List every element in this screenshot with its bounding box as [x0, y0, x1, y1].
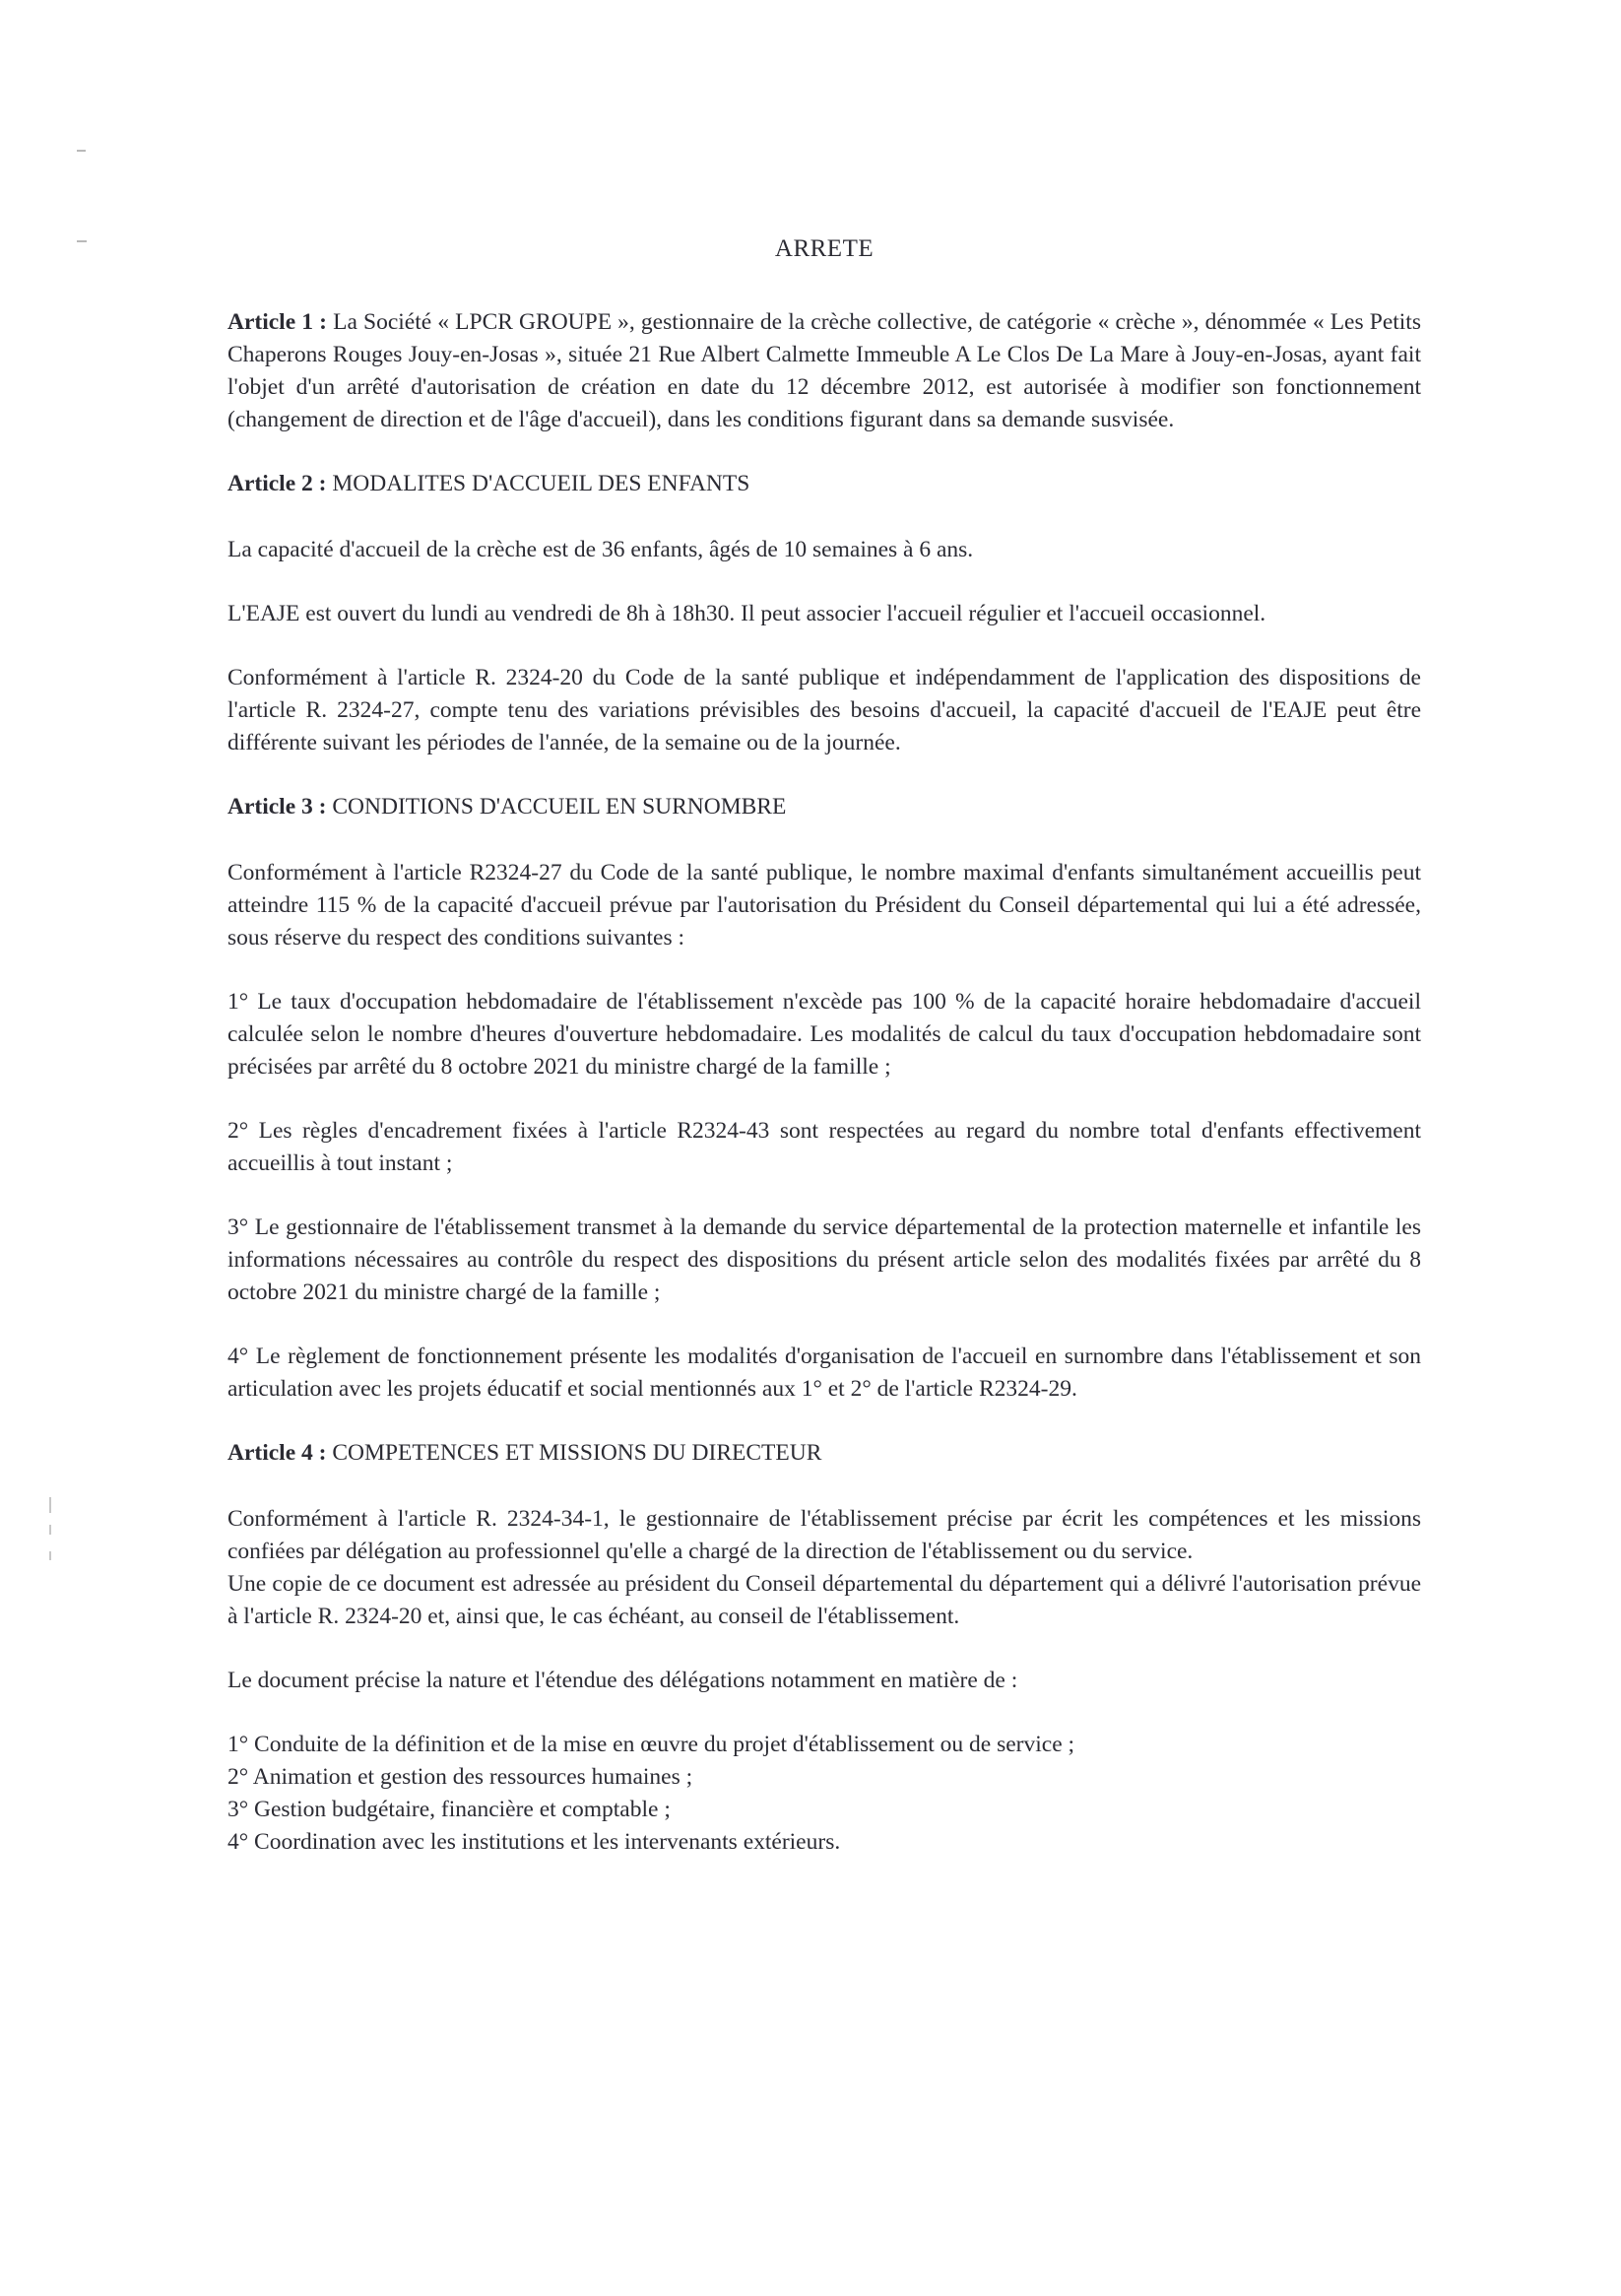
- article-2-label: Article 2 :: [227, 471, 327, 496]
- document-body: [227, 232, 1421, 1859]
- article-3-heading: [227, 791, 1421, 823]
- scan-artifact: [77, 150, 86, 152]
- article-4-label: Article 4 :: [227, 1440, 327, 1466]
- list-item: 3° Gestion budgétaire, financière et comptable ;: [227, 1797, 671, 1822]
- scan-artifact: [49, 1525, 51, 1535]
- list-item: 2° Animation et gestion des ressources humaines ;: [227, 1764, 693, 1790]
- article-1: [227, 306, 1421, 436]
- article-4-title: COMPETENCES ET MISSIONS DU DIRECTEUR: [326, 1440, 822, 1466]
- article-3-paragraph: 1° Le taux d'occupation hebdomadaire de l'établissement n'excède pas 100 % de la capacité horaire hebdomadaire d'accueil calculée selon le nombre d'heures d'ouverture hebdomadaire. Les modalités de calcul du taux d'occupation hebdomadaire sont précisées par arrêté du 8 octobre 2021 du ministre chargé de la famille ;: [227, 989, 1421, 1080]
- scan-artifact: [77, 240, 87, 242]
- article-3-paragraph: 2° Les règles d'encadrement fixées à l'article R2324-43 sont respectées au regard du nombre total d'enfants effectivement accueillis à tout instant ;: [227, 1118, 1421, 1176]
- article-3-label: Article 3 :: [227, 794, 327, 820]
- article-2-paragraph: Conformément à l'article R. 2324-20 du Code de la santé publique et indépendamment de l'application des dispositions de l'article R. 2324-27, compte tenu des variations prévisibles des besoins d'accueil, la capacité d'accueil de l'EAJE peut être différente suivant les périodes de l'année, de la semaine ou de la journée.: [227, 665, 1421, 755]
- article-2-title: MODALITES D'ACCUEIL DES ENFANTS: [326, 471, 750, 496]
- article-1-text: La Société « LPCR GROUPE », gestionnaire de la crèche collective, de catégorie « crèche », dénommée « Les Petits Chaperons Rouges Jouy-en-Josas », située 21 Rue Albert Calmette Immeuble A Le Clos De La Mare à Jouy-en-Josas, ayant fait l'objet d'un arrêté d'autorisation de création en date du 12 décembre 2012, est autorisée à modifier son fonctionnement (changement de direction et de l'âge d'accueil), dans les conditions figurant dans sa demande susvisée.: [227, 309, 1421, 432]
- article-2-paragraph: La capacité d'accueil de la crèche est de 36 enfants, âgés de 10 semaines à 6 ans.: [227, 537, 974, 562]
- article-4-paragraph: Conformément à l'article R. 2324-34-1, le gestionnaire de l'établissement précise par écrit les compétences et les missions confiées par délégation au professionnel qu'elle a chargé de la direction de l'établissement ou du service.: [227, 1506, 1421, 1564]
- scan-artifact: [49, 1497, 51, 1513]
- list-item: 4° Coordination avec les institutions et les intervenants extérieurs.: [227, 1829, 841, 1855]
- article-3-paragraph: 4° Le règlement de fonctionnement présente les modalités d'organisation de l'accueil en surnombre dans l'établissement et son articulation avec les projets éducatif et social mentionnés aux 1° et 2° de l'article R2324-29.: [227, 1344, 1421, 1402]
- article-2-paragraph: L'EAJE est ouvert du lundi au vendredi de 8h à 18h30. Il peut associer l'accueil régulier et l'accueil occasionnel.: [227, 601, 1266, 626]
- article-2-heading: [227, 468, 1421, 500]
- article-4-heading: [227, 1437, 1421, 1470]
- article-3-paragraph: Conformément à l'article R2324-27 du Code de la santé publique, le nombre maximal d'enfants simultanément accueillis peut atteindre 115 % de la capacité d'accueil prévue par l'autorisation du Président du Conseil départemental qui lui a été adressée, sous réserve du respect des conditions suivantes :: [227, 860, 1421, 951]
- delegation-list: [227, 1729, 1421, 1859]
- article-3-title: CONDITIONS D'ACCUEIL EN SURNOMBRE: [326, 794, 787, 820]
- article-3-paragraph: 3° Le gestionnaire de l'établissement transmet à la demande du service départemental de la protection maternelle et infantile les informations nécessaires au contrôle du respect des dispositions du présent article selon des modalités fixées par arrêté du 8 octobre 2021 du ministre chargé de la famille ;: [227, 1214, 1421, 1305]
- article-4-paragraph: Une copie de ce document est adressée au président du Conseil départemental du département qui a délivré l'autorisation prévue à l'article R. 2324-20 et, ainsi que, le cas échéant, au conseil de l'établissement.: [227, 1571, 1421, 1629]
- document-title: ARRETE: [774, 235, 875, 262]
- article-1-label: Article 1 :: [227, 309, 327, 335]
- scan-artifact: [49, 1551, 51, 1560]
- list-item: 1° Conduite de la définition et de la mise en œuvre du projet d'établissement ou de service ;: [227, 1732, 1075, 1757]
- article-4-paragraph: Le document précise la nature et l'étendue des délégations notamment en matière de :: [227, 1668, 1018, 1693]
